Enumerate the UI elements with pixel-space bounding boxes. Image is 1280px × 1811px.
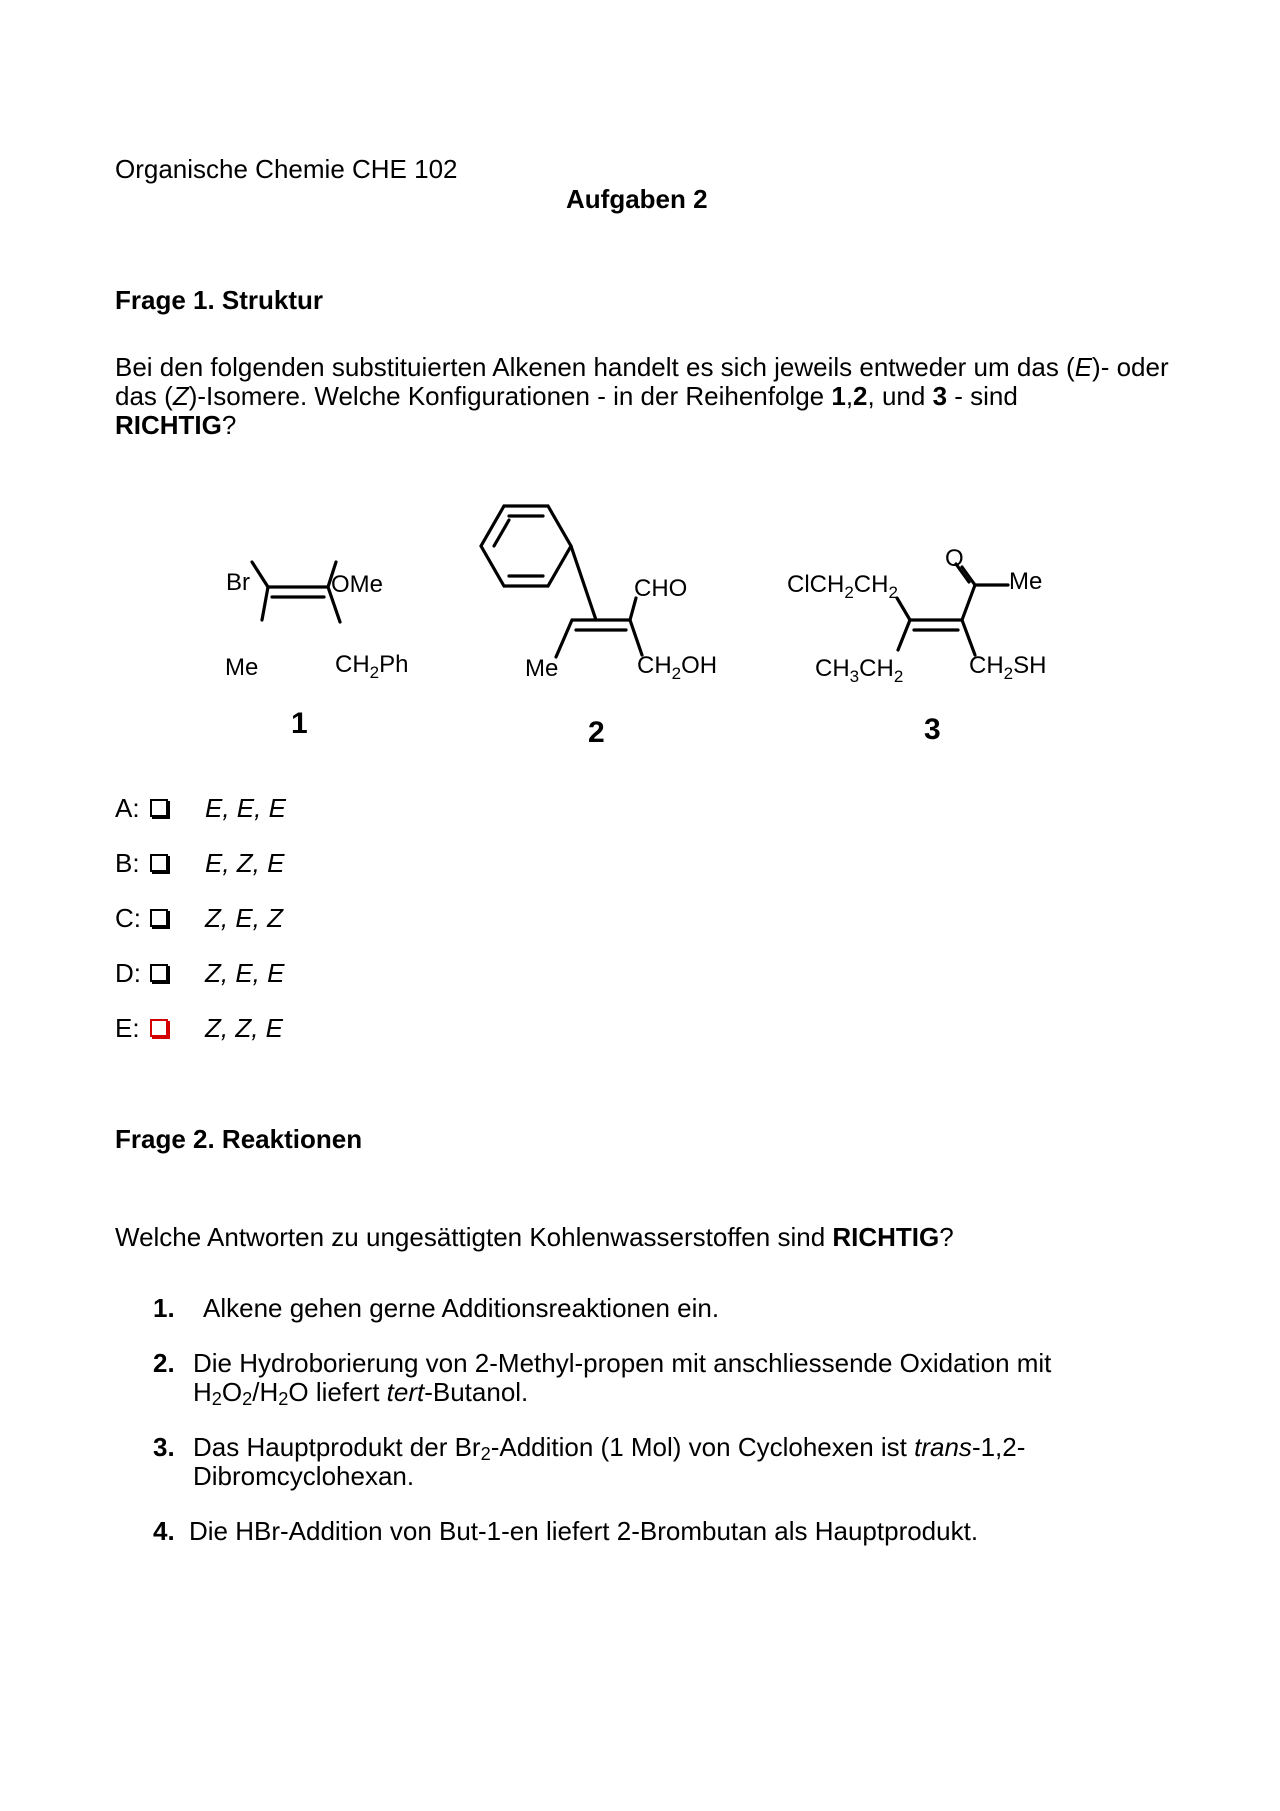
molecule-1 xyxy=(225,562,409,740)
option-value: Z, E, Z xyxy=(205,902,283,933)
substituent-o: O xyxy=(945,545,964,572)
question-1-heading: Frage 1. Struktur xyxy=(115,285,324,315)
statement-3 xyxy=(153,1433,1113,1491)
checkbox-icon[interactable] xyxy=(150,854,168,872)
option-letter: D: xyxy=(115,957,141,988)
question-2-heading: Frage 2. Reaktionen xyxy=(115,1124,363,1154)
statement-1 xyxy=(153,1294,1113,1323)
option-letter: C: xyxy=(115,902,141,933)
statement-number: 2. xyxy=(153,1348,175,1378)
page-title: Aufgaben 2 xyxy=(566,184,708,214)
molecule-2 xyxy=(481,506,717,749)
course-title: Organische Chemie CHE 102 xyxy=(115,154,458,184)
statement-number: 4. xyxy=(153,1516,175,1546)
molecule-3 xyxy=(787,545,1046,746)
substituent-me: Me xyxy=(1009,568,1043,595)
molecule-number-3: 3 xyxy=(924,713,941,746)
question-2-text: Welche Antworten zu ungesättigten Kohlenwasserstoffen sind RICHTIG? xyxy=(115,1222,954,1252)
statement-number: 3. xyxy=(153,1432,175,1462)
option-letter: A: xyxy=(115,792,140,823)
option-d[interactable] xyxy=(115,957,284,989)
option-c[interactable] xyxy=(115,902,283,934)
statement-2 xyxy=(153,1349,1113,1407)
substituent-ch2oh: $CH_2OH$ xyxy=(637,652,718,683)
statement-4 xyxy=(153,1517,1113,1546)
substituent-ome: OMe xyxy=(331,571,384,598)
substituent-br: Br xyxy=(226,569,250,596)
option-value: Z, Z, E xyxy=(205,1012,283,1043)
alkene-structures xyxy=(0,0,1280,780)
substituent-clch2ch2: $ClCH_2CH_2$ xyxy=(787,571,898,602)
statement-number: 1. xyxy=(153,1293,175,1323)
substituent-ch3ch2: $CH_3CH_2$ xyxy=(815,655,904,686)
option-letter: E: xyxy=(115,1012,140,1043)
option-letter: B: xyxy=(115,847,140,878)
checkbox-icon[interactable] xyxy=(150,799,168,817)
option-value: E, E, E xyxy=(205,792,286,823)
substituent-cho: CHO xyxy=(634,575,688,602)
molecule-number-2: 2 xyxy=(588,716,605,749)
statement-text: Die HBr-Addition von But-1-en liefert 2-Brombutan als Hauptprodukt. xyxy=(189,1516,979,1546)
option-value: E, Z, E xyxy=(205,847,285,878)
substituent-ch2ph: $CH_2Ph$ xyxy=(335,651,409,682)
option-b[interactable] xyxy=(115,847,284,879)
statement-text: Alkene gehen gerne Additionsreaktionen ein. xyxy=(203,1293,720,1323)
question-1-text: Bei den folgenden substituierten Alkenen handelt es sich jeweils entweder um das (E)- oder das (Z)-Isomere. Welche Konfigurationen - in der Reihenfolge 1,2, und 3 - sind RICHTIG? xyxy=(115,352,1169,440)
statement-text: Das Hauptprodukt der $Br_2$-Addition (1 Mol) von Cyclohexen ist trans-1,2-Dibromcyclohexan. xyxy=(193,1432,1026,1491)
checkbox-marked-icon[interactable] xyxy=(150,1019,168,1037)
substituent-me: Me xyxy=(225,654,259,681)
checkbox-icon[interactable] xyxy=(150,909,168,927)
molecule-number-1: 1 xyxy=(291,707,308,740)
substituent-ch2sh: $CH_2SH$ xyxy=(969,652,1047,683)
option-a[interactable] xyxy=(115,792,286,824)
option-value: Z, E, E xyxy=(205,957,285,988)
checkbox-icon[interactable] xyxy=(150,964,168,982)
statement-text: Die Hydroborierung von 2-Methyl-propen mit anschliessende Oxidation mit $H_2O_2/H_2O$ liefert tert-Butanol. xyxy=(193,1348,1052,1409)
substituent-me: Me xyxy=(525,655,559,682)
option-e[interactable] xyxy=(115,1012,283,1044)
